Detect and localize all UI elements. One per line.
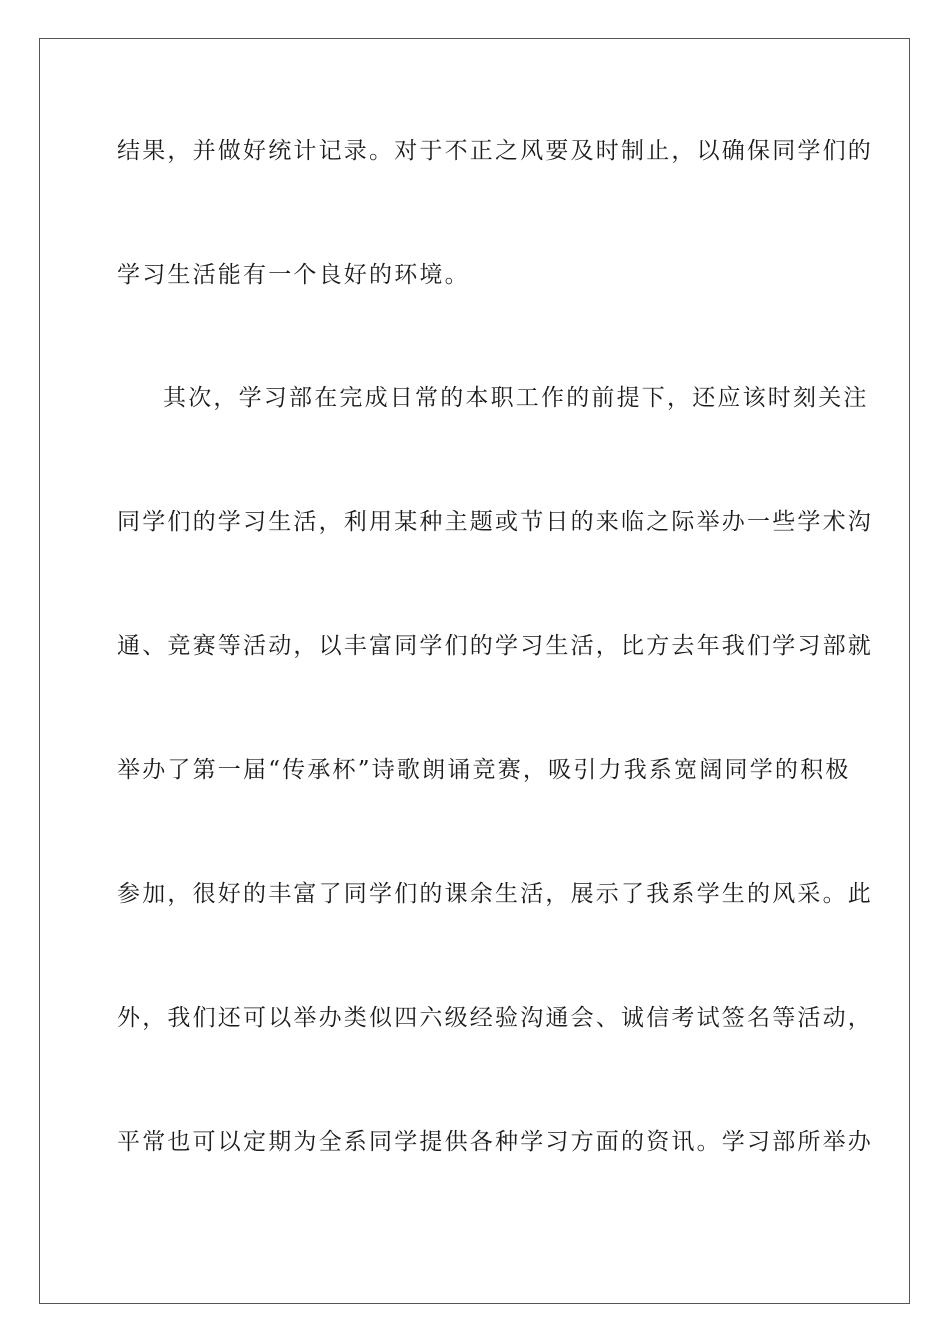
text-line-7: 参加，很好的丰富了同学们的课余生活，展示了我系学生的风采。此 (117, 881, 873, 907)
page-frame (39, 38, 910, 1304)
text-line-5: 通、竞赛等活动，以丰富同学们的学习生活，比方去年我们学习部就 (117, 633, 873, 659)
text-line-2: 学习生活能有一个良好的环境。 (117, 262, 470, 288)
text-line-9: 平常也可以定期为全系同学提供各种学习方面的资讯。学习部所举办 (117, 1129, 873, 1155)
text-line-8: 外，我们还可以举办类似四六级经验沟通会、诚信考试签名等活动， (117, 1005, 873, 1031)
text-line-1: 结果，并做好统计记录。对于不正之风要及时制止，以确保同学们的 (117, 138, 873, 164)
text-line-4: 同学们的学习生活，利用某种主题或节日的来临之际举办一些学术沟 (117, 509, 873, 535)
text-line-3: 其次，学习部在完成日常的本职工作的前提下，还应该时刻关注 (163, 385, 869, 411)
text-line-6: 举办了第一届“传承杯”诗歌朗诵竞赛，吸引力我系宽阔同学的积极 (117, 757, 851, 783)
